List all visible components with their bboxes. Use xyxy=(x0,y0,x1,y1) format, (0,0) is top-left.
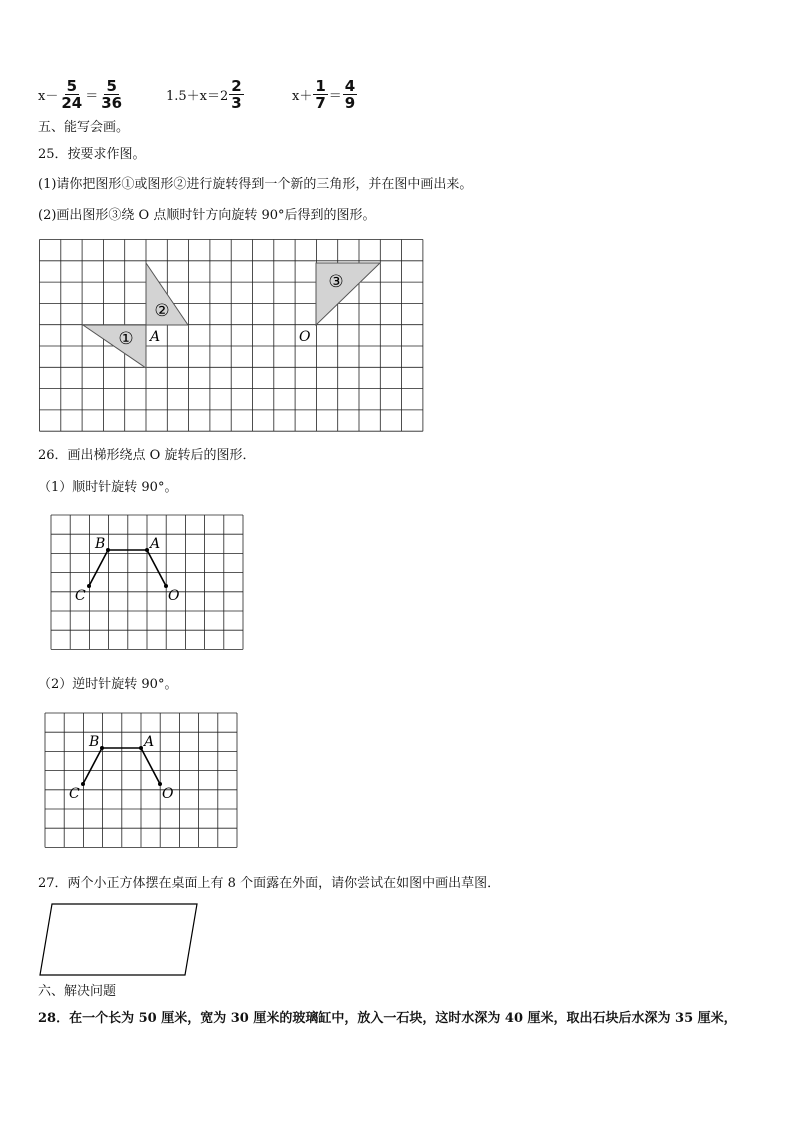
desk-parallelogram xyxy=(40,904,197,975)
label-o: O xyxy=(162,786,174,802)
point-b xyxy=(100,746,104,750)
shape-2-label: ② xyxy=(154,301,170,321)
label-b: B xyxy=(95,536,106,552)
q25-title: 25．按要求作图。 xyxy=(38,147,146,162)
q25-grid-figure xyxy=(38,238,424,435)
point-c xyxy=(81,782,85,786)
point-o-label: O xyxy=(299,329,311,345)
q25-part2: (2)画出图形③绕 O 点顺时针方向旋转 90°后得到的图形。 xyxy=(38,208,376,223)
point-a-label: A xyxy=(150,329,161,345)
label-a: A xyxy=(150,536,161,552)
fraction: $\frac{1}{7}$ xyxy=(315,77,326,112)
label-b: B xyxy=(89,734,100,750)
equation-2 xyxy=(166,78,245,111)
fraction: $\frac{4}{9}$ xyxy=(344,77,356,112)
label-c: C xyxy=(69,786,80,802)
q27-parallelogram xyxy=(38,900,200,978)
equation-3-prefix: x＋ xyxy=(292,89,313,104)
q25-part1: (1)请你把图形①或图形②进行旋转得到一个新的三角形，并在图中画出来。 xyxy=(38,177,473,192)
shape-3-label: ③ xyxy=(328,272,344,292)
fraction: $\frac{5}{24}$ xyxy=(61,77,83,112)
label-o: O xyxy=(168,588,180,604)
q26-grid-1 xyxy=(50,514,244,660)
point-a xyxy=(139,746,143,750)
section-6-heading: 六、解决问题 xyxy=(38,984,117,999)
fraction: $\frac{5}{36}$ xyxy=(101,77,123,112)
section-5-heading: 五、能写会画。 xyxy=(38,120,130,135)
shape-3-triangle xyxy=(316,263,380,325)
shape-1-triangle xyxy=(83,325,146,368)
q28-title: 28．在一个长为 50 厘米，宽为 30 厘米的玻璃缸中，放入一石块，这时水深为 40 厘米，取出石块后水深为 35 厘米， xyxy=(38,1011,737,1026)
shape-1-label: ① xyxy=(118,329,134,349)
equation-1: x－ $\frac{5}{24}$ ＝ $\frac{5}{36}$ xyxy=(38,77,123,112)
point-c xyxy=(87,584,91,588)
label-c: C xyxy=(75,588,86,604)
label-a: A xyxy=(144,734,155,750)
point-b xyxy=(106,548,110,552)
q26-title: 26．画出梯形绕点 O 旋转后的图形． xyxy=(38,448,256,463)
equation-3: x＋ $\frac{1}{7}$ ＝ $\frac{4}{9}$ xyxy=(292,77,356,112)
q26-grid-2 xyxy=(44,712,238,858)
point-a xyxy=(145,548,149,552)
q27-title: 27．两个小正方体摆在桌面上有 8 个面露在外面，请你尝试在如图中画出草图． xyxy=(38,876,501,891)
fraction: $\frac{2}{3}$ xyxy=(231,77,242,112)
equation-2-prefix: 1.5＋x＝2 xyxy=(166,89,229,104)
equation-1-prefix: x－ xyxy=(38,89,59,104)
q26-part1: （1）顺时针旋转 90°。 xyxy=(38,480,178,495)
q26-part2: （2）逆时针旋转 90°。 xyxy=(38,677,178,692)
